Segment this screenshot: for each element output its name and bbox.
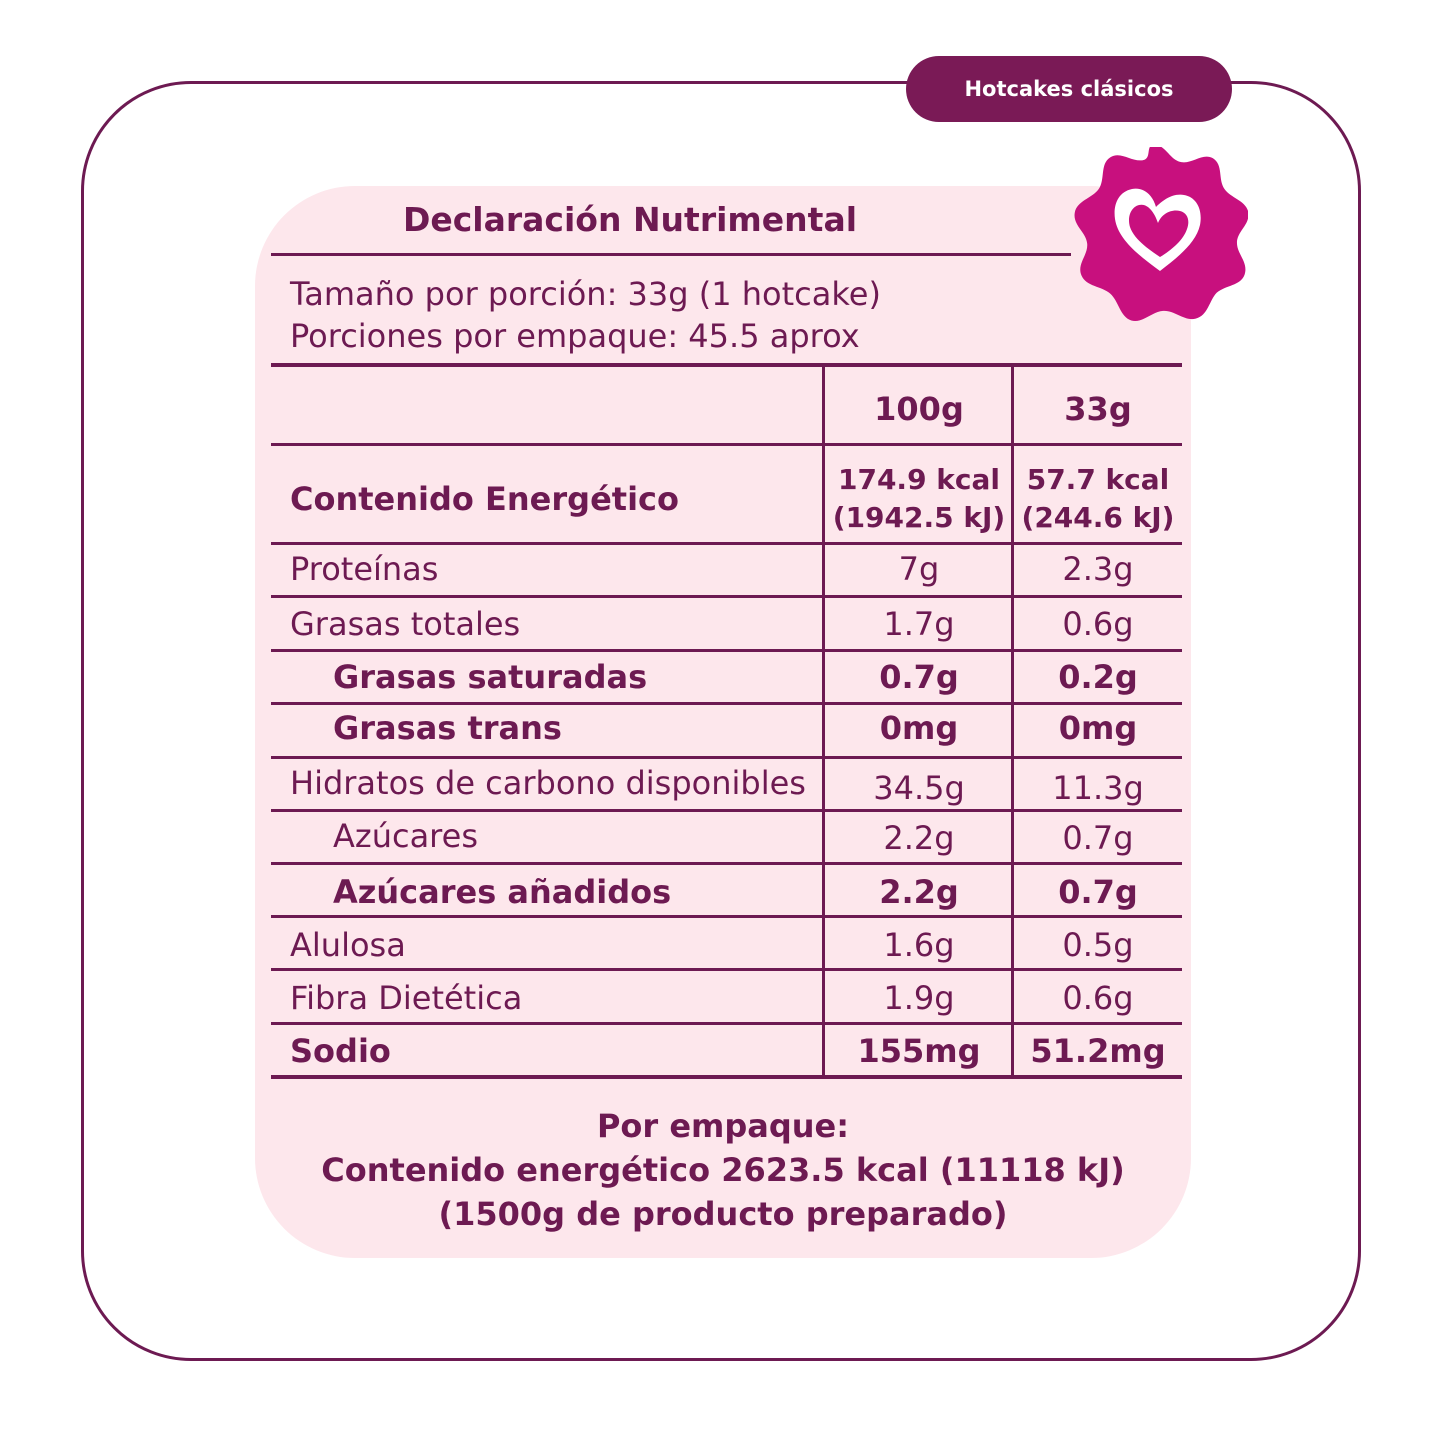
row-divider xyxy=(271,702,1182,705)
nutrient-value-33g: 0.7g xyxy=(1058,873,1138,911)
serving-size: Tamaño por porción: 33g (1 hotcake) xyxy=(290,275,881,313)
nutrient-value-100g: 155mg xyxy=(857,1032,981,1070)
table-title: Declaración Nutrimental xyxy=(402,200,858,239)
column-divider xyxy=(822,366,825,1078)
nutrient-value-33g: 51.2mg xyxy=(1030,1032,1166,1070)
nutrient-label: Azúcares añadidos xyxy=(333,873,672,911)
nutrient-value-100g: 0mg xyxy=(879,709,959,747)
row-divider xyxy=(271,1022,1182,1025)
nutrient-label: Hidratos de carbono disponibles xyxy=(290,764,806,802)
nutrient-label: Grasas trans xyxy=(333,709,562,747)
nutrient-value-33g: 0.7g xyxy=(1062,819,1134,857)
nutrient-value-33g: 0.6g xyxy=(1062,605,1134,643)
row-divider xyxy=(271,809,1182,812)
nutrient-value-33g: 11.3g xyxy=(1052,769,1144,807)
table-top-rule xyxy=(271,363,1182,367)
nutrient-value-100g: 34.5g xyxy=(873,769,965,807)
servings-per-package: Porciones por empaque: 45.5 aprox xyxy=(290,317,860,355)
nutrient-value-100g: 1.9g xyxy=(883,979,955,1017)
row-divider xyxy=(271,756,1182,759)
nutrient-value-100g: 0.7g xyxy=(879,658,959,696)
nutrient-value-100g: 7g xyxy=(898,550,940,588)
table-bottom-rule xyxy=(271,1075,1182,1079)
energy-kcal-100g: 174.9 kcal xyxy=(837,463,1001,496)
nutrient-value-33g: 0mg xyxy=(1058,709,1138,747)
energy-label: Contenido Energético xyxy=(290,480,679,518)
nutrient-label: Alulosa xyxy=(290,926,406,964)
energy-kj-100g: (1942.5 kJ) xyxy=(832,501,1006,534)
nutrient-label: Proteínas xyxy=(290,550,439,588)
nutrient-value-33g: 0.6g xyxy=(1062,979,1134,1017)
column-header-33g: 33g xyxy=(1064,390,1132,428)
nutrient-value-100g: 2.2g xyxy=(879,873,959,911)
footer-per-package: Por empaque: xyxy=(596,1107,850,1145)
nutrient-label: Grasas totales xyxy=(290,605,521,643)
footer-energy: Contenido energético 2623.5 kcal (11118 kJ) xyxy=(321,1151,1125,1189)
row-divider xyxy=(271,595,1182,598)
badge-scallop xyxy=(1075,147,1248,321)
energy-kj-33g: (244.6 kJ) xyxy=(1021,501,1175,534)
nutrient-label: Fibra Dietética xyxy=(290,979,523,1017)
column-header-100g: 100g xyxy=(874,390,964,428)
nutrient-value-100g: 2.2g xyxy=(883,819,955,857)
energy-kcal-33g: 57.7 kcal xyxy=(1026,463,1170,496)
row-divider xyxy=(271,649,1182,652)
nutrient-label: Azúcares xyxy=(333,817,478,855)
row-divider xyxy=(271,968,1182,971)
nutrient-label: Grasas saturadas xyxy=(333,658,648,696)
row-divider xyxy=(271,542,1182,545)
nutrient-label: Sodio xyxy=(290,1032,391,1070)
nutrient-value-33g: 0.5g xyxy=(1062,926,1134,964)
nutrient-value-33g: 2.3g xyxy=(1062,550,1134,588)
row-divider xyxy=(271,862,1182,865)
nutrient-value-100g: 1.6g xyxy=(883,926,955,964)
nutrient-value-100g: 1.7g xyxy=(883,605,955,643)
footer-prepared: (1500g de producto preparado) xyxy=(438,1195,1008,1233)
title-divider xyxy=(271,253,1071,256)
product-tag: Hotcakes clásicos xyxy=(906,56,1232,122)
nutrient-value-33g: 0.2g xyxy=(1058,658,1138,696)
row-divider xyxy=(271,443,1182,446)
row-divider xyxy=(271,915,1182,918)
heart-badge-icon xyxy=(1068,147,1248,327)
